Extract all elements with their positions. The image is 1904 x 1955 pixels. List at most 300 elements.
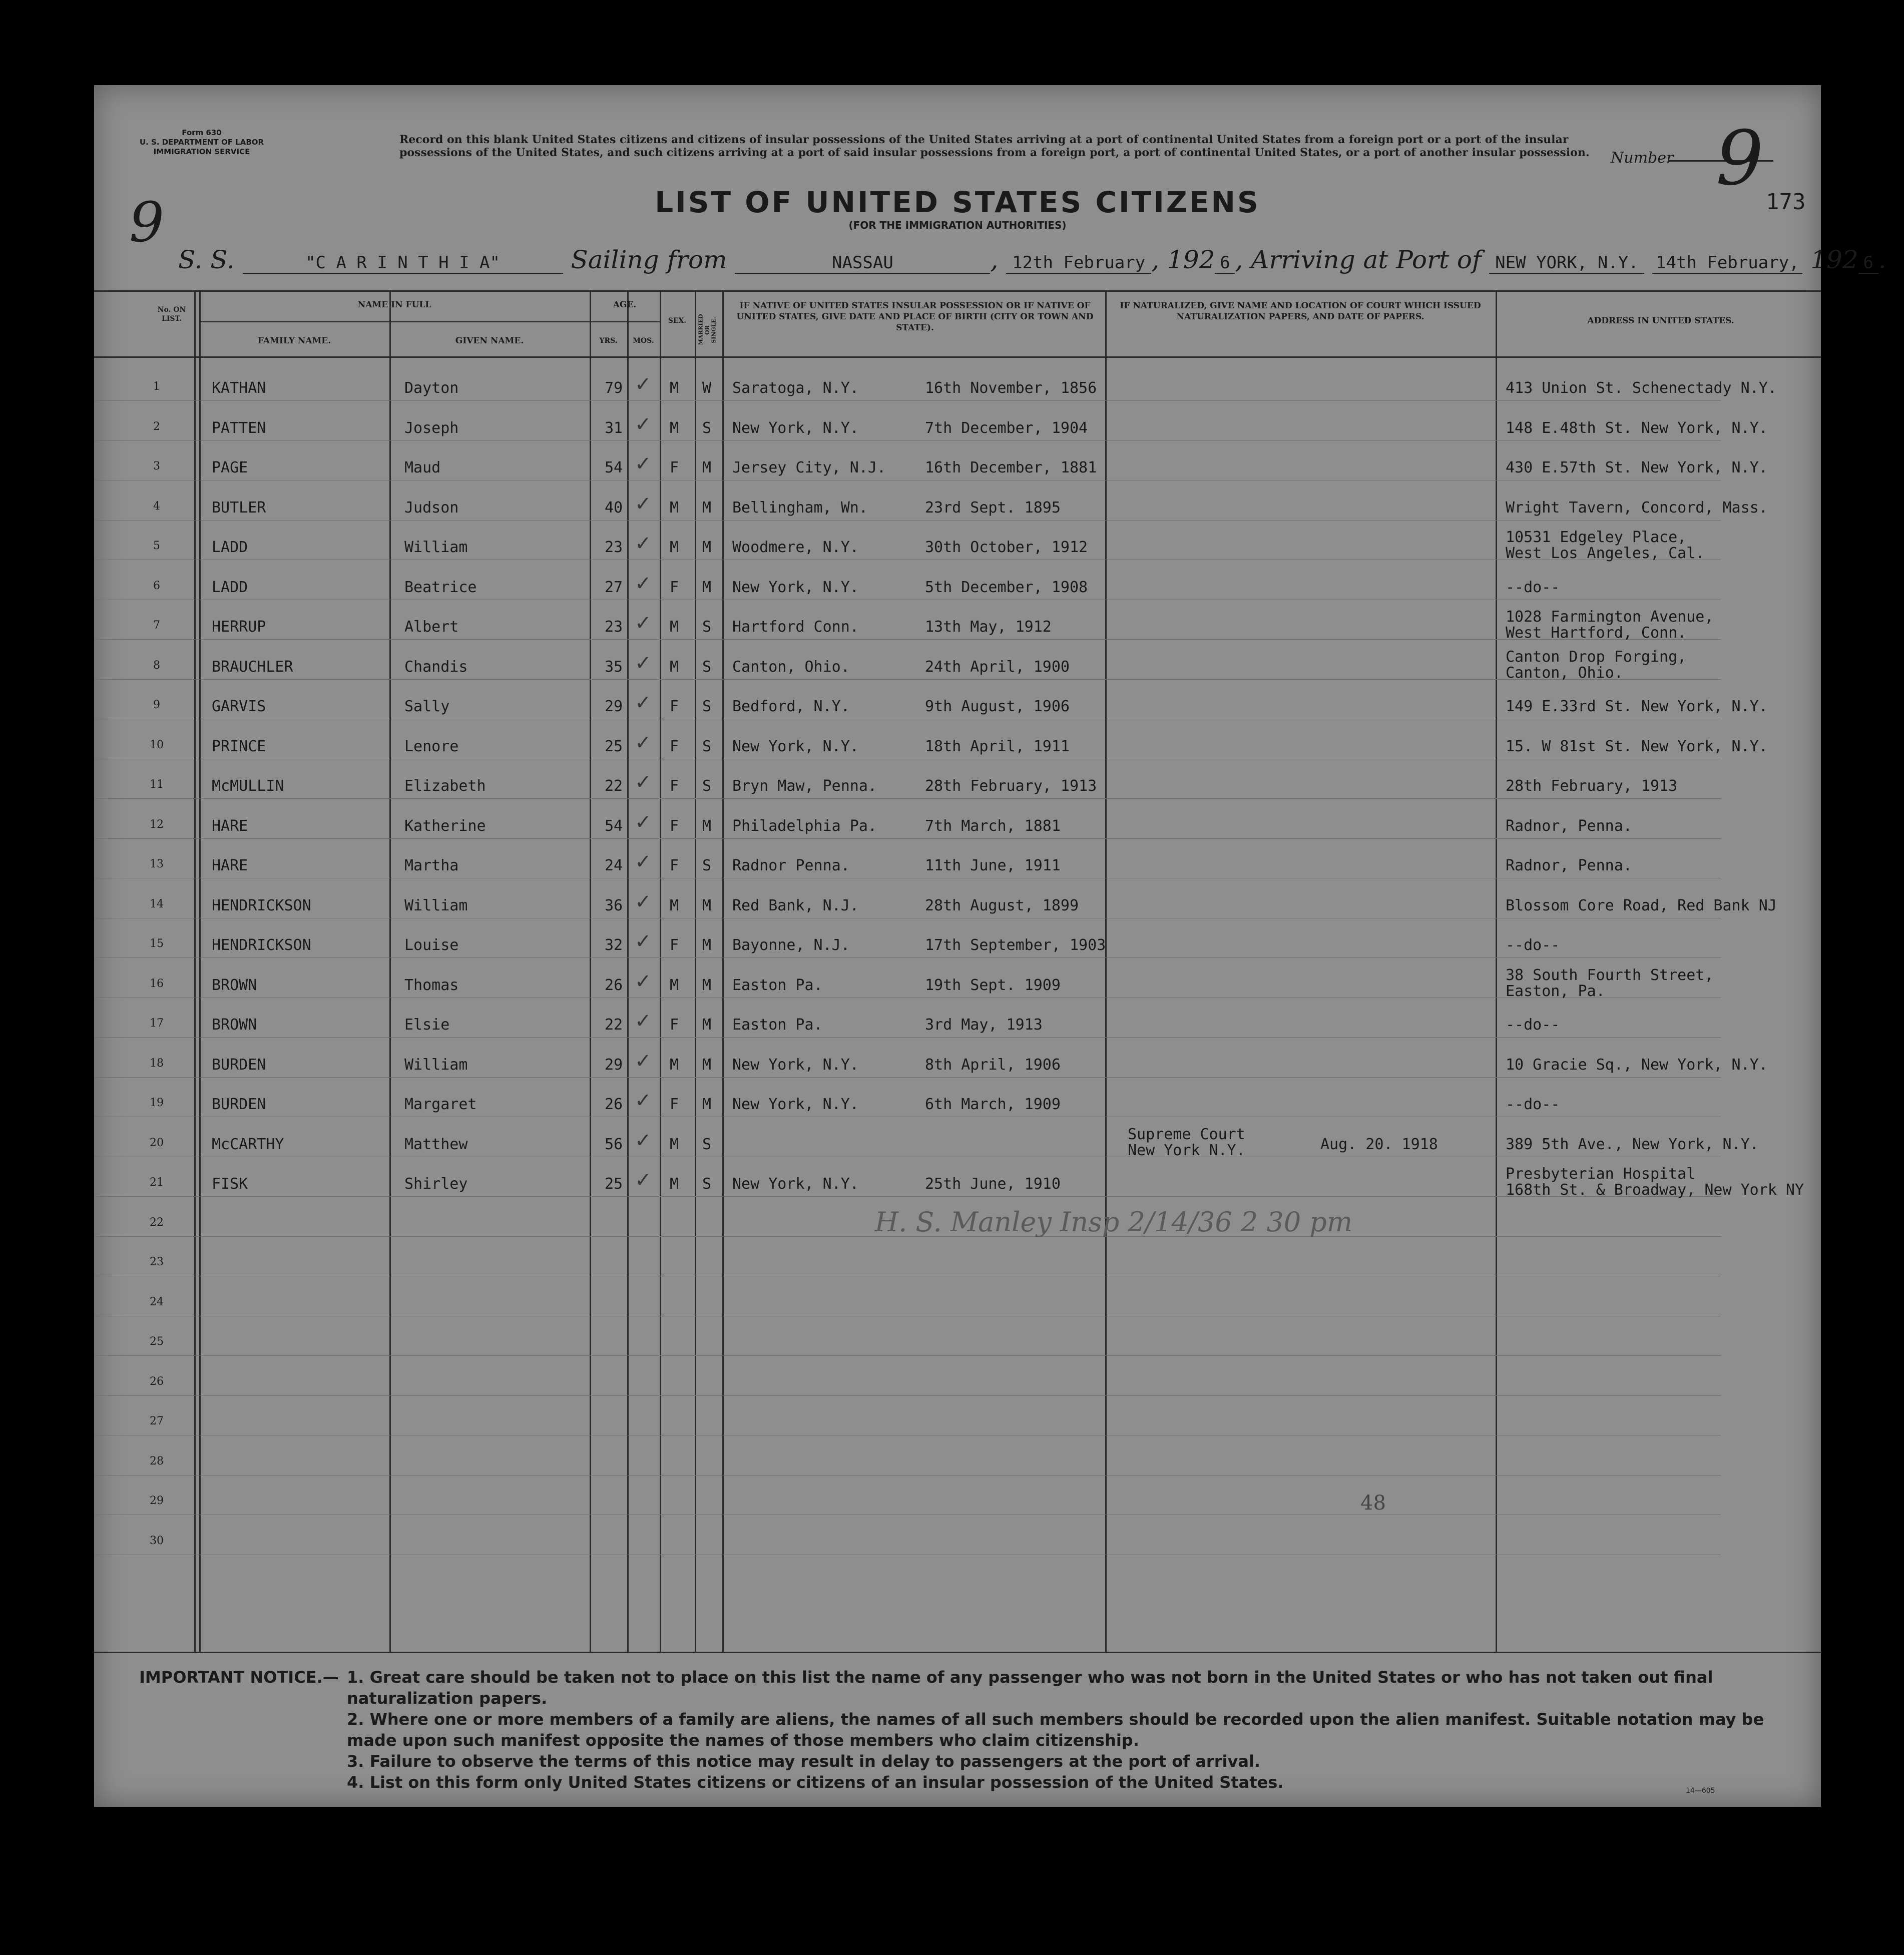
given-name: Martha [404, 857, 459, 874]
check-mark: ✓ [635, 969, 652, 993]
address-line1: Radnor, Penna. [1506, 857, 1632, 874]
header-name-in-full: NAME IN FULL [357, 300, 431, 310]
passenger-table [94, 290, 1821, 1652]
check-mark: ✓ [635, 532, 652, 555]
check-mark: ✓ [635, 492, 652, 516]
address-line1: Blossom Core Road, Red Bank NJ [1506, 896, 1777, 914]
manifest-sheet [94, 85, 1886, 1807]
notice-item: 4. List on this form only United States citizens or citizens of an insular possession of the United States. [347, 1773, 1284, 1792]
marital-status: M [702, 1096, 712, 1113]
address-line2: Canton, Ohio. [1506, 664, 1623, 682]
check-mark: ✓ [635, 810, 652, 834]
birth-date: 16th December, 1881 [925, 459, 1097, 476]
arrival-date: 14th February, [1652, 253, 1802, 274]
row-number: 12 [150, 818, 164, 831]
given-name: William [404, 1056, 468, 1074]
sex: M [670, 1175, 679, 1193]
given-name: Judson [404, 499, 459, 517]
family-name: LADD [212, 539, 248, 556]
address-line1: 430 E.57th St. New York, N.Y. [1506, 459, 1768, 476]
check-mark: ✓ [635, 890, 652, 913]
row-rule [94, 440, 1721, 441]
family-name: HERRUP [212, 618, 266, 636]
birth-date: 16th November, 1856 [925, 379, 1097, 397]
sex: F [670, 777, 679, 795]
col-divider [627, 290, 629, 1652]
check-mark: ✓ [635, 1169, 652, 1192]
age-years: 27 [605, 578, 623, 596]
sex: F [670, 1096, 679, 1113]
sex: F [670, 459, 679, 476]
age-years: 54 [605, 459, 623, 476]
birth-place: Easton Pa. [732, 976, 823, 994]
birth-place: New York, N.Y. [732, 578, 859, 596]
header-given-name: GIVEN NAME. [455, 336, 524, 346]
row-number: 22 [150, 1216, 164, 1229]
birth-place: Canton, Ohio. [732, 658, 850, 676]
row-number: 7 [153, 619, 160, 632]
col-divider [660, 290, 661, 1652]
birth-date: 8th April, 1906 [925, 1056, 1061, 1074]
col-divider [199, 290, 201, 1652]
header-family-name: FAMILY NAME. [257, 336, 331, 346]
family-name: KATHAN [212, 379, 266, 397]
row-rule [94, 838, 1721, 839]
birth-date: 28th February, 1913 [925, 777, 1097, 795]
marital-status: S [702, 737, 712, 755]
check-mark: ✓ [635, 1129, 652, 1152]
check-mark: ✓ [635, 1049, 652, 1073]
address-line2: Easton, Pa. [1506, 982, 1605, 1000]
family-name: BRAUCHLER [212, 658, 293, 676]
row-rule [94, 957, 1721, 958]
age-years: 56 [605, 1135, 623, 1153]
row-number: 6 [153, 579, 160, 592]
age-years: 23 [605, 618, 623, 636]
col-divider [389, 290, 391, 1652]
birth-date: 3rd May, 1913 [925, 1016, 1043, 1034]
address-line2: West Hartford, Conn. [1506, 624, 1687, 642]
header-address: ADDRESS IN UNITED STATES. [1587, 316, 1734, 326]
row-number: 13 [150, 858, 164, 870]
row-number: 11 [150, 778, 164, 791]
birth-place: Bayonne, N.J. [732, 936, 850, 954]
sailing-label: Sailing from [571, 245, 727, 274]
birth-place: Bedford, N.Y. [732, 698, 850, 715]
age-years: 22 [605, 777, 623, 795]
birth-place: Jersey City, N.J. [732, 459, 886, 476]
birth-date: 17th September, 1903 [925, 936, 1106, 954]
check-mark: ✓ [635, 691, 652, 714]
row-rule [94, 400, 1721, 401]
row-number: 4 [153, 500, 160, 513]
marital-status: S [702, 1175, 712, 1193]
row-number: 24 [150, 1295, 164, 1308]
court-location: New York N.Y. [1128, 1141, 1245, 1159]
given-name: Matthew [404, 1135, 468, 1153]
department-name: U. S. DEPARTMENT OF LABOR [139, 138, 264, 147]
birth-date: 30th October, 1912 [925, 539, 1088, 556]
row-number: 23 [150, 1256, 164, 1268]
row-number: 9 [153, 699, 160, 711]
sex: F [670, 936, 679, 954]
birth-place: New York, N.Y. [732, 419, 859, 437]
row-number: 3 [153, 460, 160, 472]
given-name: Elsie [404, 1016, 450, 1034]
header-married-single: MARRIED OR SINGLE. [697, 314, 717, 345]
birth-place: New York, N.Y. [732, 1175, 859, 1193]
col-divider [1105, 290, 1107, 1652]
marital-status: M [702, 936, 712, 954]
header-native: IF NATIVE OF UNITED STATES INSULAR POSSESSION OR IF NATIVE OF UNITED STATES, GIVE DATE AND PLACE OF BIRTH (CITY OR TOWN AND STATE). [736, 301, 1094, 333]
row-rule [94, 1355, 1721, 1356]
sex: M [670, 896, 679, 914]
address-line1: 1028 Farmington Avenue, [1506, 608, 1714, 626]
marital-status: S [702, 698, 712, 715]
address-line2: West Los Angeles, Cal. [1506, 545, 1705, 562]
given-name: Louise [404, 936, 459, 954]
marital-status: S [702, 857, 712, 874]
address-line1: --do-- [1506, 578, 1560, 596]
family-name: McCARTHY [212, 1135, 284, 1153]
check-mark: ✓ [635, 850, 652, 873]
age-years: 31 [605, 419, 623, 437]
birth-place: Bryn Maw, Penna. [732, 777, 877, 795]
family-name: GARVIS [212, 698, 266, 715]
given-name: Katherine [404, 817, 486, 835]
age-years: 26 [605, 1096, 623, 1113]
sex: M [670, 499, 679, 517]
sex: F [670, 817, 679, 835]
col-divider [1496, 290, 1497, 1652]
marital-status: M [702, 976, 712, 994]
age-years: 23 [605, 539, 623, 556]
header-bottom-border [94, 356, 1821, 358]
address-line1: 10531 Edgeley Place, [1506, 529, 1687, 546]
check-mark: ✓ [635, 1010, 652, 1033]
form-number: Form 630 [182, 128, 222, 137]
age-years: 40 [605, 499, 623, 517]
marital-status: M [702, 459, 712, 476]
row-number: 20 [150, 1136, 164, 1149]
birth-date: 18th April, 1911 [925, 737, 1070, 755]
ss-label: S. S. [178, 245, 235, 274]
family-name: BUTLER [212, 499, 266, 517]
given-name: Albert [404, 618, 459, 636]
given-name: Margaret [404, 1096, 477, 1113]
birth-place: Red Bank, N.J. [732, 896, 859, 914]
birth-place: New York, N.Y. [732, 1096, 859, 1113]
address-line1: Canton Drop Forging, [1506, 648, 1687, 666]
marital-status: S [702, 777, 712, 795]
row-number: 19 [150, 1097, 164, 1109]
birth-place: New York, N.Y. [732, 1056, 859, 1074]
check-mark: ✓ [635, 1089, 652, 1112]
record-instructions: Record on this blank United States citizens and citizens of insular possessions of the United States arriving at a port of continental United States from a foreign port or a port of the insular possessions of the United States, and such citizens arriving at a port of said insular possessions from a foreign port, a port of continental United States, or a port of another insular possession. [399, 133, 1590, 159]
sex: F [670, 698, 679, 715]
sex: M [670, 1056, 679, 1074]
sex: M [670, 618, 679, 636]
address-line1: --do-- [1506, 1096, 1560, 1113]
given-name: Joseph [404, 419, 459, 437]
arrival-year-prefix: 192 [1810, 245, 1858, 274]
birth-date: 28th August, 1899 [925, 896, 1079, 914]
row-number: 16 [150, 977, 164, 990]
row-rule [94, 1037, 1721, 1038]
form-code: 14—605 [1686, 1787, 1715, 1795]
birth-date: 13th May, 1912 [925, 618, 1052, 636]
address-line1: --do-- [1506, 1016, 1560, 1034]
given-name: Shirley [404, 1175, 468, 1193]
service-name: IMMIGRATION SERVICE [153, 147, 250, 156]
address-line1: 148 E.48th St. New York, N.Y. [1506, 419, 1768, 437]
birth-place: Bellingham, Wn. [732, 499, 868, 517]
marital-status: M [702, 817, 712, 835]
family-name: BURDEN [212, 1096, 266, 1113]
sex: F [670, 1016, 679, 1034]
col-divider [194, 290, 196, 1652]
age-header-divider [590, 321, 660, 322]
number-label: Number [1611, 149, 1674, 167]
age-years: 22 [605, 1016, 623, 1034]
row-number: 21 [150, 1176, 164, 1189]
row-rule [94, 520, 1721, 521]
age-years: 29 [605, 1056, 623, 1074]
table-bottom-border [94, 1652, 1821, 1653]
check-mark: ✓ [635, 651, 652, 675]
col-divider [695, 290, 696, 1652]
court-name: Supreme Court [1128, 1125, 1245, 1143]
given-name: Elizabeth [404, 777, 486, 795]
birth-date: 25th June, 1910 [925, 1175, 1061, 1193]
sex: F [670, 737, 679, 755]
row-number: 25 [150, 1335, 164, 1348]
birth-date: 6th March, 1909 [925, 1096, 1061, 1113]
sex: M [670, 419, 679, 437]
marital-status: S [702, 419, 712, 437]
age-years: 25 [605, 737, 623, 755]
family-name: BROWN [212, 976, 257, 994]
notice-label: IMPORTANT NOTICE.— [139, 1668, 339, 1687]
address-line1: Radnor, Penna. [1506, 817, 1632, 835]
marital-status: W [702, 379, 712, 397]
given-name: Sally [404, 698, 450, 715]
notice-item: 1. Great care should be taken not to place on this list the name of any passenger who was not born in the United States or who has not taken out final naturalization papers. [347, 1668, 1713, 1708]
row-rule [94, 1475, 1721, 1476]
family-name: FISK [212, 1175, 248, 1193]
birth-date: 19th Sept. 1909 [925, 976, 1061, 994]
header-years: YRS. [599, 337, 618, 345]
sailing-from: NASSAU [735, 253, 990, 274]
sailing-date: 12th February [1006, 253, 1151, 274]
form-subtitle: (FOR THE IMMIGRATION AUTHORITIES) [848, 219, 1067, 231]
family-name: BURDEN [212, 1056, 266, 1074]
header-no-on-list: No. ON LIST. [157, 306, 186, 323]
margin-number: 48 [1360, 1492, 1386, 1515]
age-years: 29 [605, 698, 623, 715]
marital-status: S [702, 618, 712, 636]
address-line2: 168th St. & Broadway, New York NY [1506, 1181, 1804, 1199]
header-age: AGE. [613, 300, 637, 310]
given-name: Lenore [404, 737, 459, 755]
birth-date: 7th March, 1881 [925, 817, 1061, 835]
address-line1: 15. W 81st St. New York, N.Y. [1506, 737, 1768, 755]
row-number: 17 [150, 1017, 164, 1030]
check-mark: ✓ [635, 930, 652, 953]
family-name: HARE [212, 857, 248, 874]
row-number: 30 [150, 1534, 164, 1547]
list-number: 9 [1716, 115, 1764, 202]
row-number: 26 [150, 1375, 164, 1388]
notice-items [347, 1667, 1788, 1793]
row-number: 1 [153, 380, 160, 393]
arrival-port: NEW YORK, N.Y. [1489, 253, 1644, 274]
row-number: 8 [153, 659, 160, 672]
check-mark: ✓ [635, 373, 652, 396]
marital-status: M [702, 1016, 712, 1034]
birth-date: 9th August, 1906 [925, 698, 1070, 715]
row-rule [94, 639, 1721, 640]
birth-place: New York, N.Y. [732, 737, 859, 755]
marital-status: M [702, 896, 712, 914]
sex: M [670, 658, 679, 676]
age-years: 26 [605, 976, 623, 994]
birth-place: Radnor Penna. [732, 857, 850, 874]
sex: M [670, 539, 679, 556]
given-name: Dayton [404, 379, 459, 397]
name-header-divider [199, 321, 590, 322]
row-number: 10 [150, 738, 164, 751]
birth-date: 7th December, 1904 [925, 419, 1088, 437]
sex: M [670, 976, 679, 994]
corner-handwritten-number: 9 [129, 190, 164, 254]
row-rule [94, 1196, 1721, 1197]
family-name: PAGE [212, 459, 248, 476]
col-divider [722, 290, 724, 1652]
given-name: Beatrice [404, 578, 477, 596]
family-name: McMULLIN [212, 777, 284, 795]
birth-place: Easton Pa. [732, 1016, 823, 1034]
birth-place: Philadelphia Pa. [732, 817, 877, 835]
birth-place: Saratoga, N.Y. [732, 379, 859, 397]
given-name: Chandis [404, 658, 468, 676]
birth-date: 24th April, 1900 [925, 658, 1070, 676]
marital-status: M [702, 539, 712, 556]
sex: F [670, 578, 679, 596]
given-name: Maud [404, 459, 441, 476]
marital-status: S [702, 658, 712, 676]
sailing-year-suffix: 6 [1215, 253, 1235, 274]
age-years: 24 [605, 857, 623, 874]
address-line1: 389 5th Ave., New York, N.Y. [1506, 1135, 1759, 1153]
address-line1: Wright Tavern, Concord, Mass. [1506, 499, 1768, 517]
sex: F [670, 857, 679, 874]
row-rule [94, 798, 1721, 799]
sailing-year-prefix: 192 [1167, 245, 1215, 274]
marital-status: S [702, 1135, 712, 1153]
birth-date: 23rd Sept. 1895 [925, 499, 1061, 517]
age-years: 54 [605, 817, 623, 835]
address-line1: 149 E.33rd St. New York, N.Y. [1506, 698, 1768, 715]
given-name: William [404, 896, 468, 914]
row-rule [94, 679, 1721, 680]
row-number: 15 [150, 937, 164, 950]
age-years: 25 [605, 1175, 623, 1193]
family-name: HARE [212, 817, 248, 835]
notice-item: 3. Failure to observe the terms of this notice may result in delay to passengers at the port of arrival. [347, 1752, 1261, 1771]
ship-name: "C A R I N T H I A" [243, 253, 563, 274]
inspector-signature: H. S. Manley Insp 2/14/36 2 30 pm [875, 1206, 1353, 1238]
family-name: BROWN [212, 1016, 257, 1034]
row-number: 14 [150, 897, 164, 910]
page-number: 173 [1766, 189, 1806, 215]
row-rule [94, 1395, 1721, 1396]
row-number: 29 [150, 1495, 164, 1507]
birth-date: 5th December, 1908 [925, 578, 1088, 596]
family-name: PATTEN [212, 419, 266, 437]
header-sex: SEX. [668, 317, 687, 325]
sex: M [670, 379, 679, 397]
address-line1: 28th February, 1913 [1506, 777, 1678, 795]
form-title: LIST OF UNITED STATES CITIZENS [655, 185, 1260, 219]
naturalization-date: Aug. 20. 1918 [1320, 1135, 1438, 1153]
row-number: 27 [150, 1415, 164, 1427]
given-name: William [404, 539, 468, 556]
age-years: 79 [605, 379, 623, 397]
col-divider [590, 290, 591, 1652]
row-number: 5 [153, 540, 160, 552]
family-name: LADD [212, 578, 248, 596]
row-number: 2 [153, 420, 160, 433]
check-mark: ✓ [635, 771, 652, 794]
age-years: 32 [605, 936, 623, 954]
birth-place: Hartford Conn. [732, 618, 859, 636]
marital-status: M [702, 578, 712, 596]
check-mark: ✓ [635, 452, 652, 475]
check-mark: ✓ [635, 412, 652, 436]
given-name: Thomas [404, 976, 459, 994]
row-rule [94, 1077, 1721, 1078]
family-name: HENDRICKSON [212, 936, 311, 954]
family-name: HENDRICKSON [212, 896, 311, 914]
family-name: PRINCE [212, 737, 266, 755]
check-mark: ✓ [635, 572, 652, 595]
marital-status: M [702, 499, 712, 517]
form-identifier [124, 128, 279, 157]
check-mark: ✓ [635, 612, 652, 635]
header-months: MOS. [633, 337, 654, 345]
arriving-label: Arriving at Port of [1251, 245, 1482, 274]
birth-date: 11th June, 1911 [925, 857, 1061, 874]
address-line1: Presbyterian Hospital [1506, 1165, 1696, 1183]
row-number: 18 [150, 1057, 164, 1070]
age-years: 35 [605, 658, 623, 676]
address-line1: 38 South Fourth Street, [1506, 966, 1714, 984]
age-years: 36 [605, 896, 623, 914]
address-line1: 10 Gracie Sq., New York, N.Y. [1506, 1056, 1768, 1074]
notice-item: 2. Where one or more members of a family are aliens, the names of all such members should be recorded upon the alien manifest. Suitable notation may be made upon such manifest opposite the names of those members who claim citizenship. [347, 1710, 1764, 1750]
voyage-line: S. S. "C A R I N T H I A" Sailing from NASSAU , 12th February , 192 6 , Arriving at Port of NEW YORK, N.Y. 14th February, 192 6 . [178, 245, 1886, 274]
table-top-border [94, 290, 1821, 292]
sex: M [670, 1135, 679, 1153]
check-mark: ✓ [635, 731, 652, 754]
row-number: 28 [150, 1454, 164, 1468]
birth-place: Woodmere, N.Y. [732, 539, 859, 556]
address-line1: --do-- [1506, 936, 1560, 954]
address-line1: 413 Union St. Schenectady N.Y. [1506, 379, 1777, 397]
marital-status: M [702, 1056, 712, 1074]
header-naturalized: IF NATURALIZED, GIVE NAME AND LOCATION OF COURT WHICH ISSUED NATURALIZATION PAPERS, AND DATE OF PAPERS. [1120, 301, 1481, 322]
